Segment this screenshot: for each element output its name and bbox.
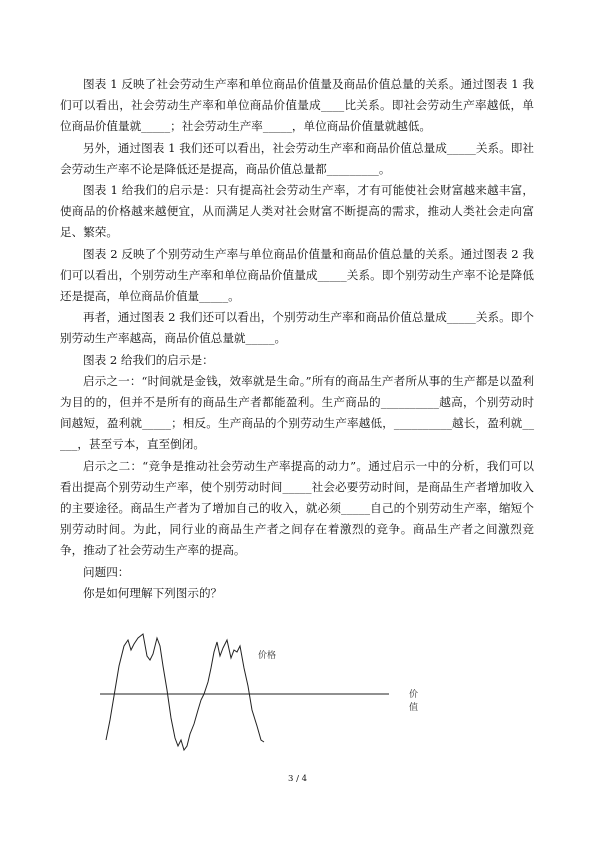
- paragraph-chart1-total-value: 另外，通过图表 1 我们还可以看出，社会劳动生产率和商品价值总量成_____关系。即社会劳动生产率不论是降低还是提高，商品价值总量都_________。: [60, 140, 534, 176]
- price-label: 价格: [258, 651, 277, 661]
- paragraph-question-prompt: 你是如何理解下列图示的？: [83, 585, 223, 600]
- paragraph-chart2-insight-heading: 图表 2 给我们的启示是：: [83, 352, 214, 367]
- price-value-diagram: [100, 628, 400, 758]
- price-value-figure: [100, 628, 419, 758]
- value-label: 价值: [409, 690, 419, 713]
- page-number: 3 / 4: [287, 774, 308, 784]
- paragraph-chart2-relationship: 图表 2 反映了个别劳动生产率与单位商品价值量和商品价值总量的关系。通过图表 2 我们可以看出，个别劳动生产率和单位商品价值量成_____关系。即个别劳动生产率不论是降低还是提高，单位商品价值量_____。: [60, 246, 534, 304]
- document-body: [60, 74, 534, 604]
- paragraph-insight-one: 启示之一：“时间就是金钱，效率就是生命。”所有的商品生产者所从事的生产都是以盈利为目的的，但并不是所有的商品生产者都能盈利。生产商品的__________越高，个别劳动时间越短，盈利就_____；相反。生产商品的个别劳动生产率越低，__________越长，盈利就_____，甚至亏本，直至倒闭。: [60, 373, 534, 452]
- price-curve: [106, 634, 264, 750]
- paragraph-question-four: 问题四：: [83, 564, 130, 579]
- paragraph-insight-two: 启示之二：“竞争是推动社会劳动生产率提高的动力”。通过启示一中的分析，我们可以看出提高个别劳动生产率，使个别劳动时间_____社会必要劳动时间，是商品生产者增加收入的主要途径。商品生产者为了增加自己的收入，就必须_____自己的个别劳动生产率，缩短个别劳动时间。为此，同行业的商品生产者之间存在着激烈的竞争。商品生产者之间激烈竞争，推动了社会劳动生产率的提高。: [60, 458, 534, 558]
- paragraph-chart1-relationship: 图表 1 反映了社会劳动生产率和单位商品价值量及商品价值总量的关系。通过图表 1 我们可以看出，社会劳动生产率和单位商品价值量成____比关系。即社会劳动生产率越低，单位商品价值量就_____；社会劳动生产率_____，单位商品价值量就越低。: [60, 77, 534, 134]
- paragraph-chart1-insight: 图表 1 给我们的启示是：只有提高社会劳动生产率，才有可能使社会财富越来越丰富，使商品的价格越来越便宜，从而满足人类对社会财富不断提高的需求，推动人类社会走向富足、繁荣。: [60, 183, 534, 240]
- paragraph-chart2-total-value: 再者，通过图表 2 我们还可以看出，个别劳动生产率和商品价值总量成_____关系。即个别劳动生产率越高，商品价值总量就_____。: [60, 310, 534, 346]
